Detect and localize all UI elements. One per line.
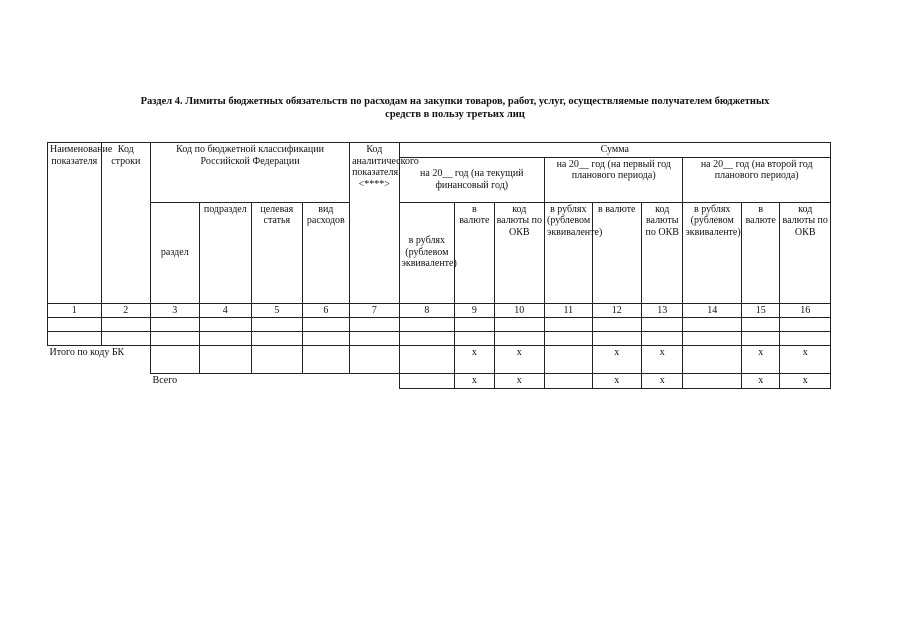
col-number: 9 — [455, 303, 494, 318]
vsego-row — [48, 374, 831, 389]
col-number: 2 — [101, 303, 151, 318]
header-okv-current: код валюты по ОКВ — [494, 202, 545, 303]
header-sum: Сумма — [399, 143, 830, 158]
mark-cell: x — [494, 346, 545, 374]
col-number: 5 — [252, 303, 303, 318]
col-number: 16 — [780, 303, 831, 318]
header-period-second: на 20__ год (на второй год планового периода) — [683, 157, 831, 202]
col-number: 11 — [545, 303, 592, 318]
header-rub-current: в рублях (рублевом эквиваленте) — [399, 202, 455, 303]
mark-cell: x — [494, 374, 545, 389]
col-number: 10 — [494, 303, 545, 318]
mark-cell: x — [592, 374, 642, 389]
header-okv-first: код валюты по ОКВ — [642, 202, 683, 303]
col-number: 6 — [302, 303, 349, 318]
header-period-current: на 20__ год (на текущий финансовый год) — [399, 157, 544, 202]
header-val-first: в валюте — [592, 202, 642, 303]
table-row — [48, 318, 831, 332]
col-number: 1 — [48, 303, 102, 318]
itogo-row — [48, 346, 831, 374]
col-number: 14 — [683, 303, 742, 318]
table-row — [48, 332, 831, 346]
col-number: 3 — [151, 303, 199, 318]
header-row-code: Код строки — [101, 143, 151, 304]
itogo-label: Итого по коду БК — [49, 347, 125, 358]
col-number: 4 — [199, 303, 252, 318]
header-rub-first: в рублях (рублевом эквиваленте) — [545, 202, 592, 303]
mark-cell: x — [742, 374, 780, 389]
col-number: 13 — [642, 303, 683, 318]
limits-table — [47, 142, 831, 389]
section-title-line1: Раздел 4. Лимиты бюджетных обязательств по расходам на закупки товаров, работ, услуг, осуществляемые получателем бюджетных — [140, 96, 770, 107]
header-analytic-code: Код аналитического показателя <****> — [350, 143, 400, 304]
mark-cell: x — [780, 346, 831, 374]
mark-cell: x — [455, 346, 494, 374]
mark-cell: x — [742, 346, 780, 374]
mark-cell: x — [455, 374, 494, 389]
mark-cell: x — [592, 346, 642, 374]
header-val-current: в валюте — [455, 202, 494, 303]
header-razdel: раздел — [151, 202, 199, 303]
section-title-line2: средств в пользу третьих лиц — [385, 109, 525, 120]
mark-cell: x — [642, 346, 683, 374]
vsego-label: Всего — [152, 375, 178, 386]
header-val-second: в валюте — [742, 202, 780, 303]
col-number: 8 — [399, 303, 455, 318]
mark-cell: x — [780, 374, 831, 389]
section-title — [40, 95, 870, 121]
header-podrazdel: подраздел — [199, 202, 252, 303]
col-number: 7 — [350, 303, 400, 318]
col-number: 12 — [592, 303, 642, 318]
header-rub-second: в рублях (рублевом эквиваленте) — [683, 202, 742, 303]
mark-cell: x — [642, 374, 683, 389]
header-vid: вид расходов — [302, 202, 349, 303]
header-name: Наименование показателя — [48, 143, 102, 304]
header-celevaya: целевая статья — [252, 202, 303, 303]
col-number: 15 — [742, 303, 780, 318]
header-okv-second: код валюты по ОКВ — [780, 202, 831, 303]
header-period-first: на 20__ год (на первый год планового периода) — [545, 157, 683, 202]
header-bk-code: Код по бюджетной классификации Российской Федерации — [151, 143, 350, 203]
